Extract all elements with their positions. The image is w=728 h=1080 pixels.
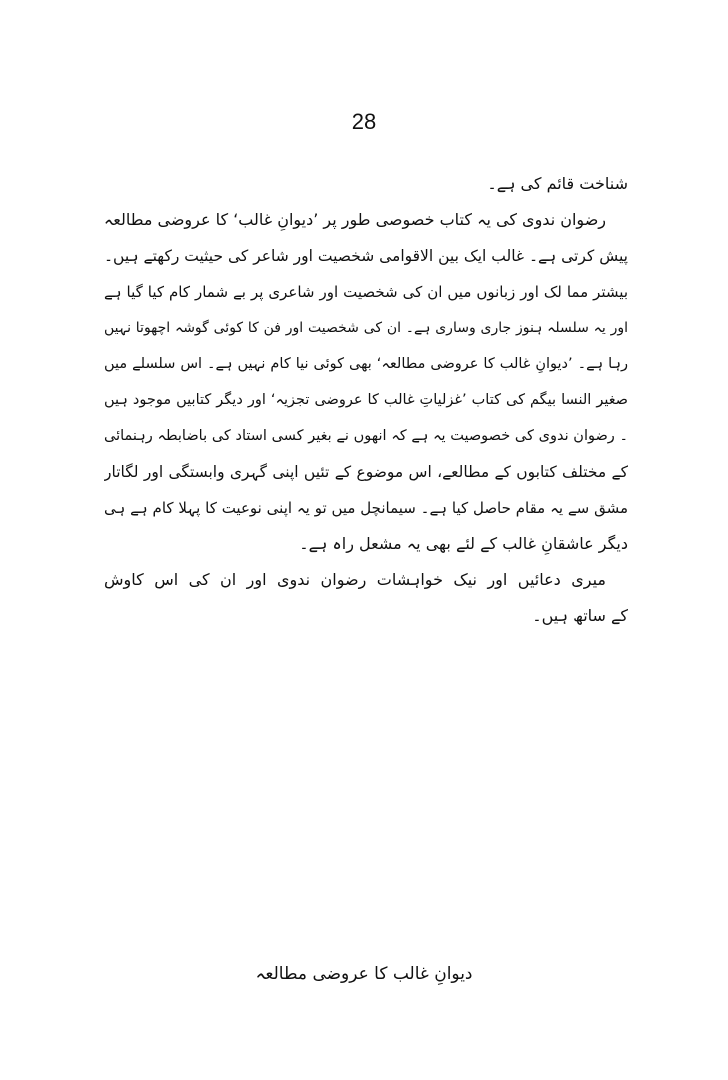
text-line: شناخت قائم کی ہے۔ [487, 174, 628, 193]
page-number: 28 [351, 109, 377, 134]
text-line: اور یہ سلسلہ ہنوز جاری وساری ہے۔ ان کی شخصیت اور فن کا کوئی گوشہ اچھوتا نہیں [104, 320, 628, 336]
text-line: پیش کرتی ہے۔ غالب ایک بین الاقوامی شخصیت اور شاعر کی حیثیت رکھتے ہیں۔ [104, 247, 628, 265]
text-line: ۔ رضوان ندوی کی خصوصیت یہ ہے کہ انھوں نے بغیر کسی استاد کی باضابطہ رہنمائی [104, 428, 628, 444]
text-line: کے ساتھ ہیں۔ [532, 606, 628, 625]
text-line: رہا ہے۔ ’دیوانِ غالب کا عروضی مطالعہ‘ بھی کوئی نیا کام نہیں ہے۔ اس سلسلے میں [104, 356, 628, 372]
text-line: دیگر عاشقانِ غالب کے لئے بھی یہ مشعل راہ ہے۔ [299, 534, 628, 553]
text-line: میری دعائیں اور نیک خواہشات رضوان ندوی اور ان کی اس کاوش [104, 570, 606, 589]
text-line: مشق سے یہ مقام حاصل کیا ہے۔ سیمانچل میں تو یہ اپنی نوعیت کا پہلا کام ہے ہی [104, 499, 628, 517]
text-line: رضوان ندوی کی یہ کتاب خصوصی طور پر ’دیوانِ غالب‘ کا عروضی مطالعہ [104, 210, 606, 229]
text-line: کے مختلف کتابوں کے مطالعے، اس موضوع کے تئیں اپنی گہری وابستگی اور لگاتار [104, 463, 628, 481]
text-line: بیشتر مما لک اور زبانوں میں ان کی شخصیت اور شاعری پر بے شمار کام کیا گیا ہے [104, 283, 628, 301]
footer-title: دیوانِ غالب کا عروضی مطالعہ [255, 964, 473, 984]
body-text [104, 166, 628, 634]
text-line: صغیر النسا بیگم کی کتاب ’غزلیاتِ غالب کا عروضی تجزیہ‘ اور دیگر کتابیں موجود ہیں [104, 392, 628, 408]
